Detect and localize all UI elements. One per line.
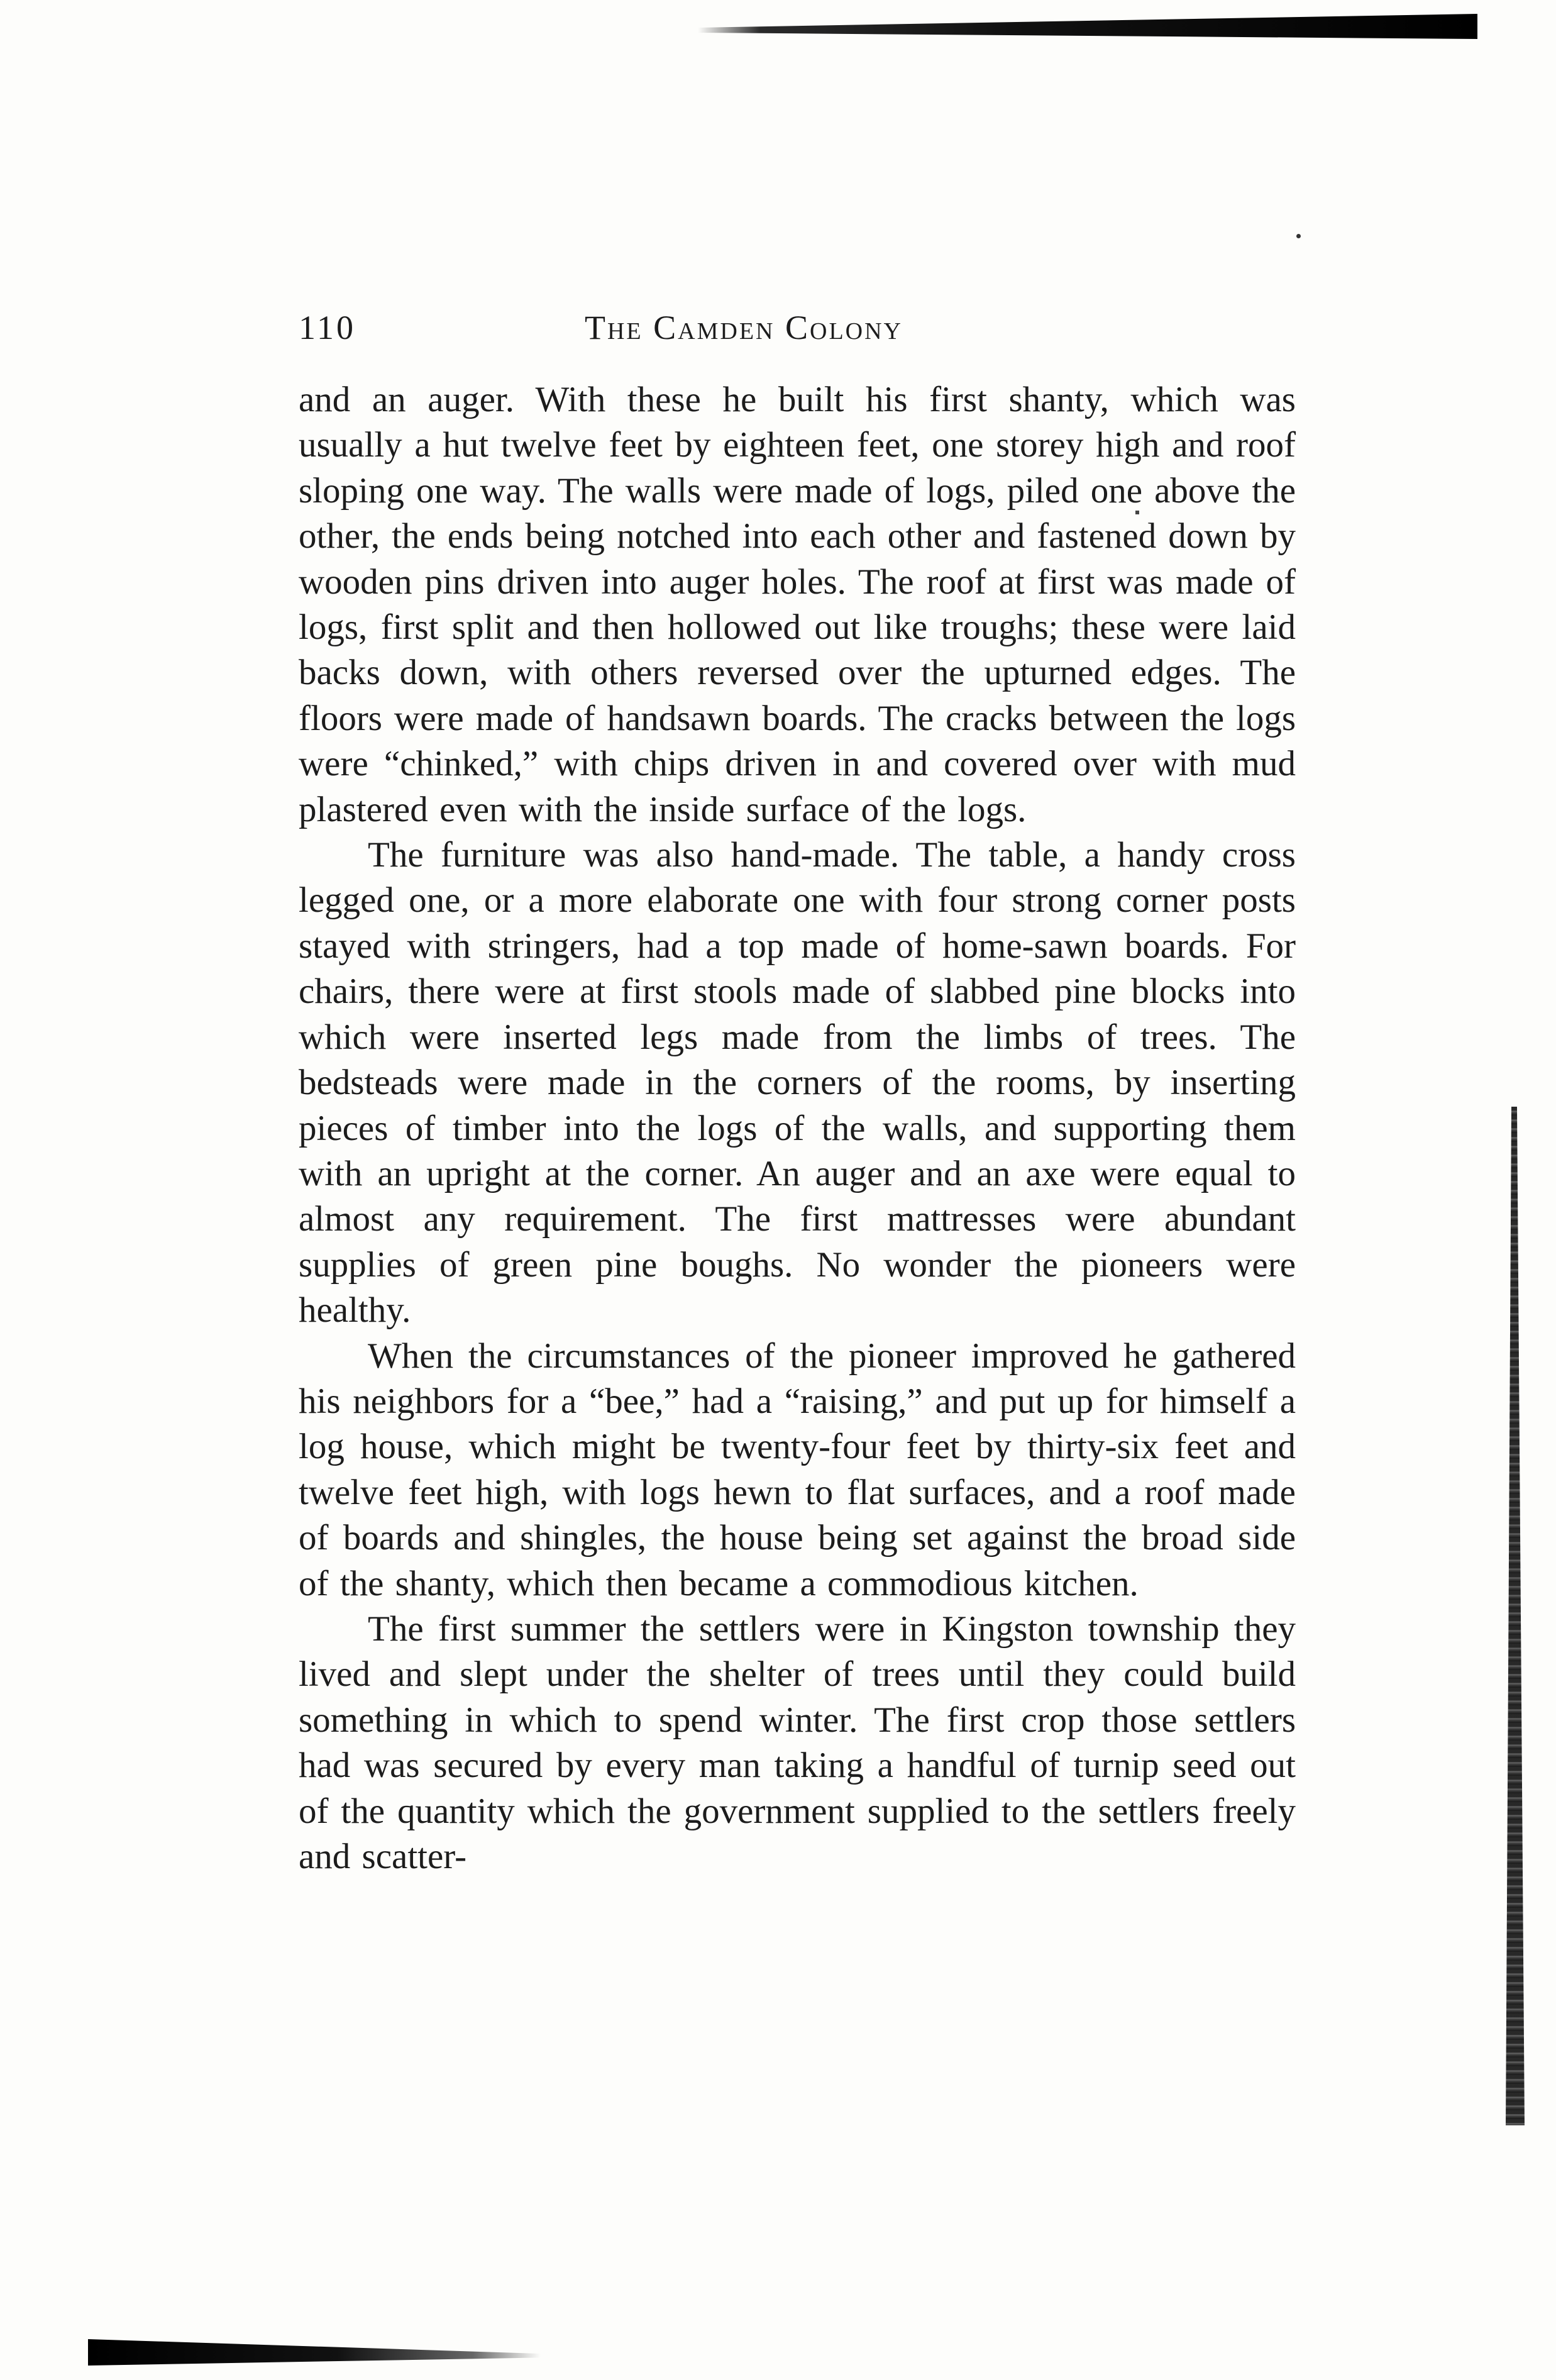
paragraph: and an auger. With these he built his first shanty, which was usually a hut twelve feet by eighteen feet, one storey high and roof sloping one way. The walls were made of logs, piled one above the other, the ends being notched into each other and fastened down by wooden pins driven into auger holes. The roof at first was made of logs, first split and then hollowed out like troughs; these were laid backs down, with others reversed over the upturned edges. The floors were made of handsawn boards. The cracks between the logs were “chinked,” with chips driven in and covered over with mud plastered even with the inside surface of the logs. <box>299 380 1296 829</box>
paragraph: When the circumstances of the pioneer improved he gathered his neighbors for a “bee,” had a “raising,” and put up for himself a log house, which might be twenty-four feet by thirty-six feet and twelve feet high, with logs hewn to flat surfaces, and a roof made of boards and shingles, the house being set against the broad side of the shanty, which then became a commodious kitchen. <box>299 1336 1296 1603</box>
scan-speck <box>1296 234 1301 238</box>
running-head <box>299 308 1305 358</box>
scan-edge-artifact-top <box>698 14 1477 39</box>
paragraph: The furniture was also hand-made. The table, a handy cross legged one, or a more elaborate one with four strong corner posts stayed with stringers, had a top made of home-sawn boards. For chairs, there were at first stools made of slabbed pine blocks into which were inserted legs made from the limbs of trees. The bedsteads were made in the corners of the rooms, by inserting pieces of timber into the logs of the walls, and supporting them with an upright at the corner. An auger and an axe were equal to almost any requirement. The first mattresses were abundant supplies of green pine boughs. No wonder the pioneers were healthy. <box>299 835 1296 1331</box>
scan-edge-artifact-bottom <box>88 2339 541 2366</box>
scan-edge-artifact-right <box>1506 1107 1525 2125</box>
running-title: The Camden Colony <box>585 309 903 346</box>
body-text <box>299 377 1296 1879</box>
page-number: 110 <box>299 309 356 346</box>
paragraph: The first summer the settlers were in Kingston township they lived and slept under the shelter of trees until they could build something in which to spend winter. The first crop those settlers had was secured by every man taking a handful of turnip seed out of the quantity which the government supplied to the settlers freely and scatter- <box>299 1608 1296 1876</box>
